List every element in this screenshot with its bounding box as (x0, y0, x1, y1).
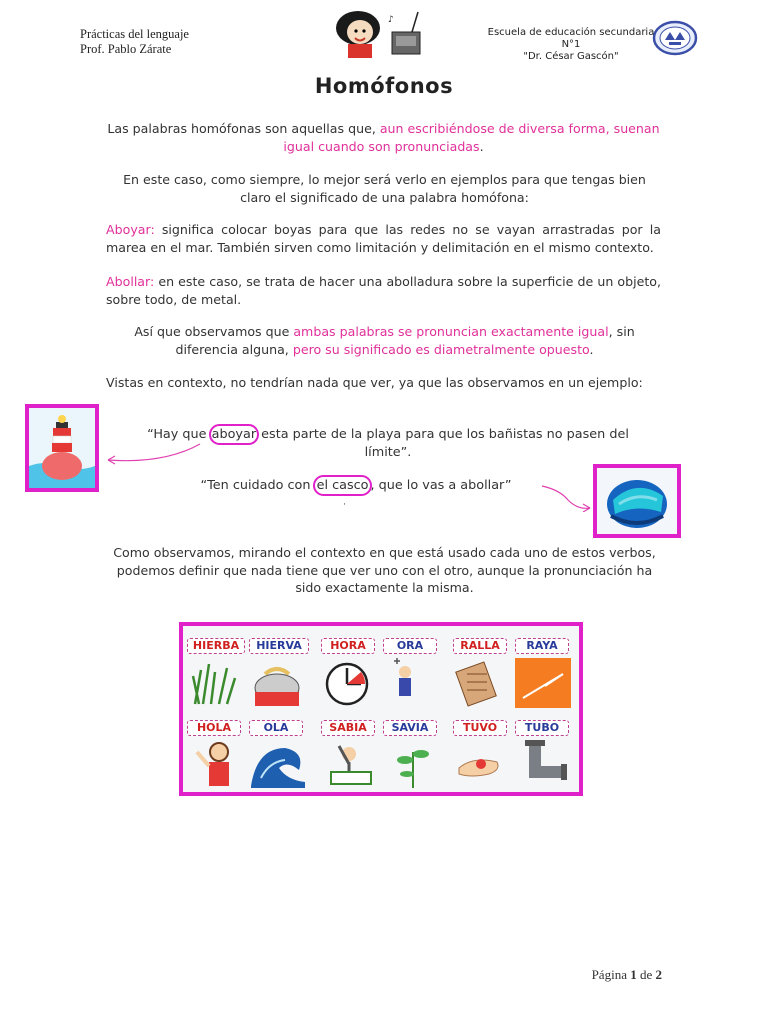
conclusion-paragraph: Como observamos, mirando el contexto en que está usado cada uno de estos verbos, podemos definir que nada tiene que ver uno con el otro, aunque la pronunciación ha sido exactamente la misma. (113, 545, 656, 595)
quote-text: “Hay que (147, 427, 211, 442)
intro-text: Las palabras homófonas son aquellas que, (107, 121, 380, 136)
word-tag: HOLA (187, 720, 241, 736)
context-intro-paragraph: Vistas en contexto, no tendrían nada que ver, ya que las observamos en un ejemplo: (106, 375, 643, 390)
word-tag: SABIA (321, 720, 375, 736)
stray-dot: · (343, 500, 346, 510)
page-total: 2 (655, 967, 662, 982)
word-tag: RALLA (453, 638, 507, 654)
intro-highlight: aun escribiéndose de diversa forma, suenan igual cuando son pronunciadas (283, 121, 660, 154)
teacher-label: Prof. Pablo Zárate (80, 42, 172, 56)
word-tag: HIERBA (187, 638, 245, 654)
clock-and-praying-icon (321, 656, 445, 708)
quote-abollar (136, 477, 576, 495)
page-title: Homófonos (314, 74, 454, 98)
definition-aboyar (106, 221, 661, 256)
observation-highlight: ambas palabras se pronuncian exactamente igual (293, 324, 609, 339)
observation-text: , sin diferencia alguna, (175, 324, 635, 357)
definition-text: en este caso, se trata de hacer una abolladura sobre la superficie de un objeto, sobre todo, de metal. (106, 274, 661, 307)
quote-aboyar (126, 426, 650, 461)
intro-end: . (479, 138, 484, 154)
pair-hora-ora (321, 636, 447, 710)
word-tag: HORA (321, 638, 375, 654)
example-intro-paragraph: En este caso, como siempre, lo mejor será verlo en ejemplos para que tengas bien claro el significado de una palabra homófona: (123, 172, 646, 205)
word-tag: OLA (249, 720, 303, 736)
girl-and-wave-icon (187, 738, 311, 790)
observation-paragraph (112, 323, 657, 358)
observation-text: . (589, 341, 594, 357)
helmet-icon (597, 468, 677, 534)
school-patron: "Dr. César Gascón" (523, 51, 619, 62)
definition-text: significa colocar boyas para que las redes no se vayan arrastradas por la marea en el mar. También sirven como limitación y delimitación en el mismo contexto. (106, 222, 661, 255)
circled-word-aboyar: aboyar (211, 427, 257, 442)
buoy-icon (29, 408, 95, 488)
hand-and-pipe-icon (453, 738, 577, 790)
word-tag: RAYA (515, 638, 569, 654)
page-footer (592, 967, 662, 983)
observation-text: Así que observamos que (134, 324, 294, 339)
term-abollar: Abollar: (106, 274, 155, 289)
pair-ralla-raya (453, 636, 579, 710)
svg-text:♪: ♪ (388, 15, 394, 25)
observation-highlight: pero su significado es diametralmente opuesto (292, 341, 590, 357)
arrow-to-helmet-icon (538, 484, 594, 512)
subject-label: Prácticas del lenguaje (80, 27, 189, 41)
page-sep: de (639, 967, 653, 982)
pair-tuvo-tubo (453, 718, 579, 792)
buoy-image (25, 404, 99, 492)
header-right (486, 27, 656, 63)
quote-text: “Ten cuidado con (200, 478, 315, 493)
page-label: Página (591, 967, 627, 982)
pair-hola-ola (187, 718, 313, 792)
mascot-illustration (330, 6, 428, 60)
quote-text: esta parte de la playa para que los bañistas no pasen del límite”. (257, 427, 629, 460)
page-current: 1 (630, 967, 637, 982)
circled-word-casco: el casco (316, 478, 369, 493)
term-aboyar: Aboyar: (106, 222, 155, 237)
quote-text: , que lo vas a abollar” (370, 478, 512, 493)
grater-and-line-icon (453, 656, 577, 708)
student-and-plant-icon (321, 738, 445, 790)
word-tag: TUVO (453, 720, 507, 736)
homophone-pairs-grid (179, 622, 583, 796)
grass-and-pot-icon (187, 656, 311, 708)
header-left (80, 27, 189, 57)
word-tag: HIERVA (249, 638, 309, 654)
intro-paragraph (106, 120, 661, 155)
word-tag: TUBO (515, 720, 569, 736)
definition-abollar (106, 273, 661, 308)
pair-hierba-hierva (187, 636, 313, 710)
school-name: Escuela de educación secundaria N°1 (487, 27, 655, 50)
word-tag: ORA (383, 638, 437, 654)
pair-sabia-savia (321, 718, 447, 792)
helmet-image (593, 464, 681, 538)
school-seal-logo (652, 20, 698, 56)
word-tag: SAVIA (383, 720, 437, 736)
